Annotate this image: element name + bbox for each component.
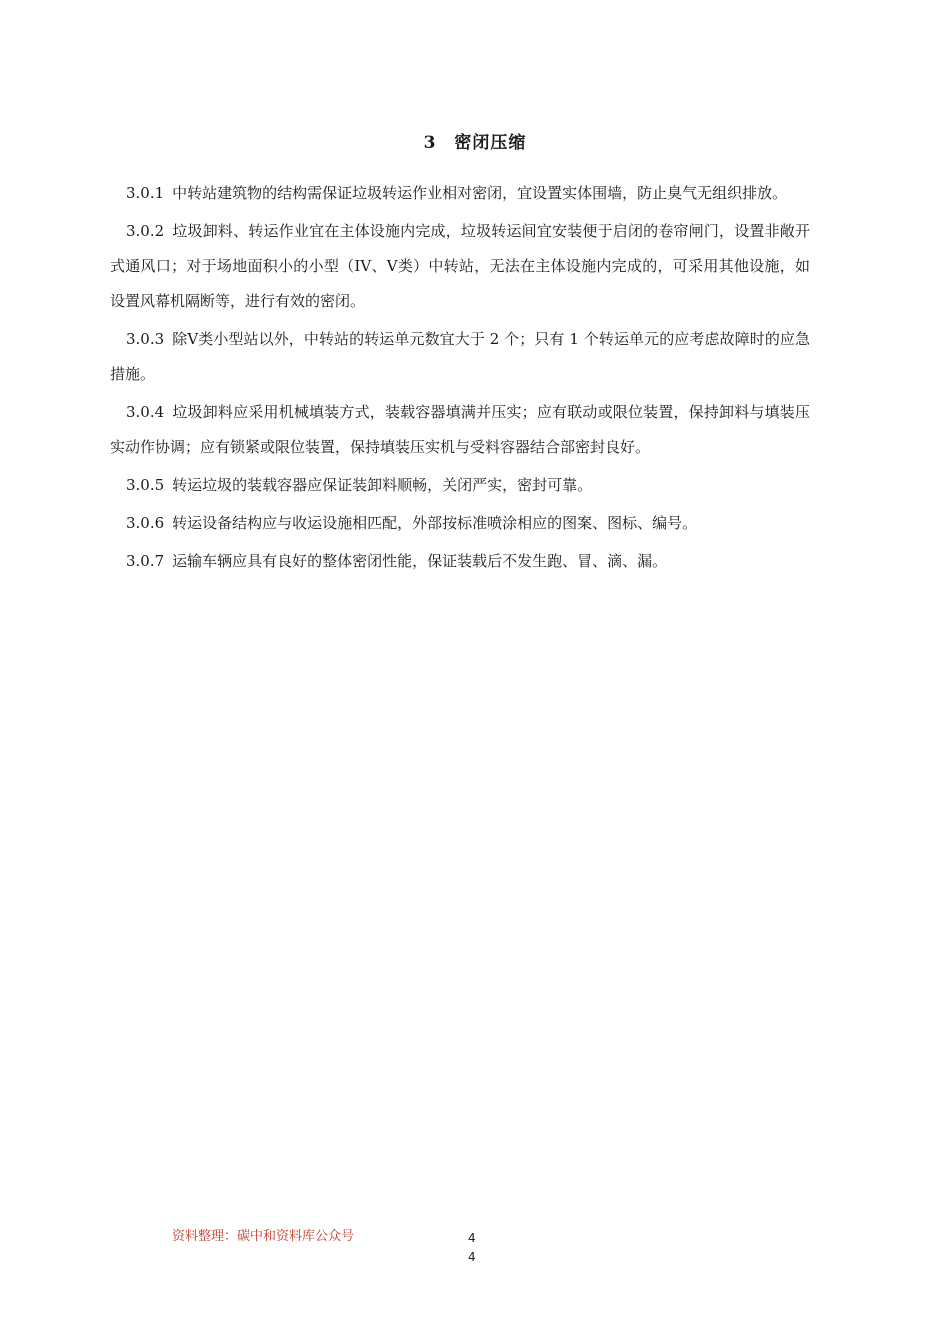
clause-3-0-7: [110, 544, 810, 579]
clause-text: 除Ⅴ类小型站以外，中转站的转运单元数宜大于 2 个；只有 1 个转运单元的应考虑故障时的应急措施。: [110, 330, 810, 383]
clause-number: 3.0.6: [126, 514, 165, 532]
page-number-duplicate: 4: [468, 1250, 476, 1264]
clause-text: 转运垃圾的装载容器应保证装卸料顺畅，关闭严实，密封可靠。: [172, 476, 593, 494]
clause-number: 3.0.3: [126, 330, 165, 348]
page-number: 4: [468, 1231, 476, 1245]
clause-text: 垃圾卸料应采用机械填装方式，装载容器填满并压实；应有联动或限位装置，保持卸料与填装压实动作协调；应有锁紧或限位装置，保持填装压实机与受料容器结合部密封良好。: [110, 403, 810, 456]
section-title: [0, 130, 950, 156]
section-number: 3: [423, 133, 437, 153]
clause-3-0-2: [110, 214, 810, 319]
footer-source-note: 资料整理：碳中和资料库公众号: [172, 1229, 355, 1244]
clause-list: [110, 176, 810, 582]
clause-text: 垃圾卸料、转运作业宜在主体设施内完成，垃圾转运间宜安装便于启闭的卷帘闸门，设置非敞开式通风口；对于场地面积小的小型（IV、V类）中转站，无法在主体设施内完成的，可采用其他设施，如设置风幕机隔断等，进行有效的密闭。: [110, 222, 810, 310]
clause-3-0-1: [110, 176, 810, 211]
clause-text: 运输车辆应具有良好的整体密闭性能，保证装载后不发生跑、冒、滴、漏。: [172, 552, 668, 570]
clause-text: 中转站建筑物的结构需保证垃圾转运作业相对密闭，宜设置实体围墙，防止臭气无组织排放。: [172, 184, 788, 202]
clause-number: 3.0.7: [126, 552, 165, 570]
clause-3-0-4: [110, 395, 810, 465]
clause-3-0-5: [110, 468, 810, 503]
clause-number: 3.0.1: [126, 184, 165, 202]
clause-3-0-3: [110, 322, 810, 392]
clause-3-0-6: [110, 506, 810, 541]
clause-number: 3.0.4: [126, 403, 165, 421]
clause-number: 3.0.2: [126, 222, 165, 240]
section-heading: 密闭压缩: [454, 133, 527, 153]
clause-number: 3.0.5: [126, 476, 165, 494]
clause-text: 转运设备结构应与收运设施相匹配，外部按标准喷涂相应的图案、图标、编号。: [172, 514, 698, 532]
